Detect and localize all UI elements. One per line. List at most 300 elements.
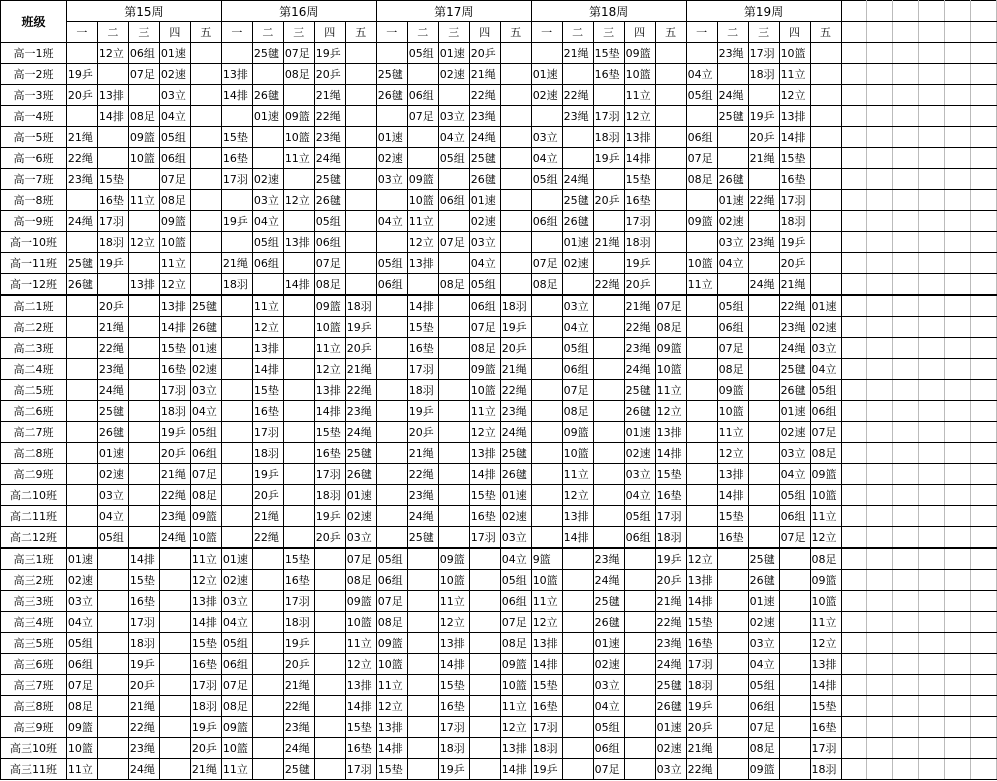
schedule-cell: 15垫: [97, 169, 128, 190]
schedule-cell: [748, 506, 779, 527]
schedule-cell: 22绳: [593, 274, 624, 296]
schedule-cell: 16垫: [686, 633, 717, 654]
day-header: 二: [252, 22, 283, 43]
schedule-cell: 19乒: [655, 548, 686, 570]
schedule-cell: 04立: [221, 612, 252, 633]
day-header: 四: [159, 22, 190, 43]
schedule-cell: [190, 148, 221, 169]
empty-cell: [919, 443, 945, 464]
schedule-cell: 11立: [252, 295, 283, 317]
schedule-cell: 05组: [252, 232, 283, 253]
schedule-cell: [128, 211, 159, 232]
schedule-cell: [717, 612, 748, 633]
schedule-cell: 19乒: [221, 211, 252, 232]
schedule-cell: 24绳: [128, 759, 159, 780]
class-name: 高三7班: [1, 675, 67, 696]
day-header: 四: [779, 22, 810, 43]
schedule-cell: 25毽: [655, 675, 686, 696]
day-header: 一: [686, 22, 717, 43]
class-name: 高一6班: [1, 148, 67, 169]
empty-cell: [945, 127, 971, 148]
schedule-cell: [283, 380, 314, 401]
schedule-cell: 24绳: [345, 422, 376, 443]
schedule-cell: [686, 422, 717, 443]
schedule-cell: 03立: [748, 633, 779, 654]
schedule-cell: [717, 738, 748, 759]
schedule-cell: [655, 43, 686, 64]
schedule-cell: [376, 422, 407, 443]
empty-cell: [867, 401, 893, 422]
class-row: [1, 401, 997, 422]
schedule-cell: [283, 422, 314, 443]
schedule-cell: 06组: [314, 232, 345, 253]
schedule-cell: 24绳: [593, 570, 624, 591]
empty-cell: [970, 148, 996, 169]
schedule-cell: 02速: [345, 506, 376, 527]
week-header: 第19周: [686, 1, 841, 22]
schedule-cell: 20乒: [190, 738, 221, 759]
schedule-cell: 19乒: [97, 253, 128, 274]
schedule-cell: 12立: [128, 232, 159, 253]
schedule-cell: [562, 591, 593, 612]
schedule-cell: 11立: [562, 464, 593, 485]
schedule-cell: 05组: [624, 506, 655, 527]
schedule-cell: 08足: [345, 570, 376, 591]
empty-cell: [893, 527, 919, 549]
schedule-cell: [376, 43, 407, 64]
empty-header-cell: [945, 22, 971, 43]
empty-cell: [970, 85, 996, 106]
empty-cell: [867, 422, 893, 443]
class-name: 高二6班: [1, 401, 67, 422]
schedule-cell: 14排: [469, 464, 500, 485]
schedule-cell: 02速: [593, 654, 624, 675]
class-row: [1, 338, 997, 359]
schedule-cell: 08足: [190, 485, 221, 506]
schedule-cell: [376, 317, 407, 338]
schedule-cell: [748, 527, 779, 549]
empty-cell: [919, 295, 945, 317]
schedule-cell: 11立: [717, 422, 748, 443]
empty-cell: [945, 591, 971, 612]
schedule-cell: [810, 232, 841, 253]
schedule-cell: [97, 675, 128, 696]
schedule-cell: 19乒: [686, 696, 717, 717]
schedule-cell: 04立: [500, 548, 531, 570]
schedule-cell: 14排: [128, 548, 159, 570]
schedule-cell: 12立: [655, 401, 686, 422]
schedule-cell: 06组: [779, 506, 810, 527]
schedule-cell: 26毽: [97, 422, 128, 443]
schedule-cell: 01速: [531, 64, 562, 85]
empty-header-cell: [893, 22, 919, 43]
schedule-cell: 25毽: [779, 359, 810, 380]
schedule-cell: 09篮: [128, 127, 159, 148]
schedule-cell: [717, 675, 748, 696]
schedule-cell: [469, 759, 500, 780]
schedule-cell: 26毽: [469, 169, 500, 190]
schedule-cell: 24绳: [655, 654, 686, 675]
empty-cell: [919, 717, 945, 738]
schedule-cell: 06组: [531, 211, 562, 232]
schedule-cell: 02速: [252, 169, 283, 190]
schedule-cell: [252, 675, 283, 696]
schedule-cell: 05组: [407, 43, 438, 64]
schedule-cell: 25毽: [500, 443, 531, 464]
empty-cell: [893, 633, 919, 654]
schedule-cell: [252, 717, 283, 738]
day-header: 五: [500, 22, 531, 43]
schedule-cell: 15垫: [717, 506, 748, 527]
schedule-cell: [66, 317, 97, 338]
schedule-cell: 15垫: [345, 717, 376, 738]
schedule-cell: 08足: [314, 274, 345, 296]
schedule-cell: 17羽: [624, 211, 655, 232]
schedule-cell: 20乒: [159, 443, 190, 464]
schedule-cell: [686, 401, 717, 422]
empty-cell: [841, 506, 867, 527]
schedule-cell: [562, 148, 593, 169]
schedule-cell: [717, 654, 748, 675]
schedule-cell: [593, 359, 624, 380]
schedule-cell: [500, 127, 531, 148]
schedule-cell: 03立: [159, 85, 190, 106]
schedule-cell: [345, 211, 376, 232]
schedule-cell: 26毽: [376, 85, 407, 106]
schedule-cell: 14排: [159, 317, 190, 338]
schedule-cell: [128, 464, 159, 485]
schedule-cell: [562, 548, 593, 570]
empty-cell: [919, 253, 945, 274]
schedule-cell: [159, 591, 190, 612]
empty-cell: [841, 43, 867, 64]
schedule-cell: 05组: [593, 717, 624, 738]
schedule-cell: [779, 738, 810, 759]
class-name: 高二8班: [1, 443, 67, 464]
schedule-cell: [97, 738, 128, 759]
class-name: 高二5班: [1, 380, 67, 401]
empty-cell: [867, 759, 893, 780]
empty-cell: [945, 422, 971, 443]
schedule-cell: 22绳: [779, 295, 810, 317]
schedule-cell: [190, 211, 221, 232]
schedule-cell: [779, 612, 810, 633]
empty-cell: [919, 633, 945, 654]
empty-cell: [919, 317, 945, 338]
schedule-cell: [66, 527, 97, 549]
schedule-cell: 16垫: [97, 190, 128, 211]
schedule-cell: 24绳: [159, 527, 190, 549]
empty-cell: [893, 485, 919, 506]
schedule-cell: [97, 759, 128, 780]
day-header: 五: [190, 22, 221, 43]
schedule-cell: 11立: [438, 591, 469, 612]
schedule-cell: [779, 696, 810, 717]
schedule-cell: 15垫: [252, 380, 283, 401]
schedule-cell: 07足: [531, 253, 562, 274]
empty-cell: [867, 591, 893, 612]
schedule-cell: 06组: [562, 359, 593, 380]
schedule-cell: [345, 274, 376, 296]
schedule-cell: 17羽: [221, 169, 252, 190]
schedule-cell: 02速: [624, 443, 655, 464]
schedule-cell: [376, 506, 407, 527]
schedule-cell: [128, 338, 159, 359]
empty-cell: [867, 675, 893, 696]
schedule-cell: 20乒: [66, 85, 97, 106]
schedule-cell: [500, 211, 531, 232]
schedule-cell: 04立: [531, 148, 562, 169]
schedule-cell: 24绳: [469, 127, 500, 148]
schedule-cell: [345, 169, 376, 190]
schedule-cell: 22绳: [748, 190, 779, 211]
schedule-cell: 23绳: [128, 738, 159, 759]
class-name: 高二7班: [1, 422, 67, 443]
schedule-cell: 09篮: [66, 717, 97, 738]
schedule-cell: 12立: [810, 633, 841, 654]
schedule-cell: 01速: [717, 190, 748, 211]
empty-cell: [945, 717, 971, 738]
schedule-cell: 10篮: [66, 738, 97, 759]
schedule-cell: 14排: [686, 591, 717, 612]
schedule-cell: 01速: [655, 717, 686, 738]
schedule-cell: 04立: [810, 359, 841, 380]
schedule-cell: [438, 485, 469, 506]
schedule-cell: [190, 169, 221, 190]
schedule-cell: 16垫: [128, 591, 159, 612]
schedule-cell: 16垫: [221, 148, 252, 169]
schedule-cell: 16垫: [345, 738, 376, 759]
schedule-cell: [686, 317, 717, 338]
schedule-cell: 20乒: [624, 274, 655, 296]
schedule-cell: [748, 464, 779, 485]
schedule-cell: 12立: [438, 612, 469, 633]
schedule-cell: [562, 633, 593, 654]
class-name: 高二4班: [1, 359, 67, 380]
schedule-cell: [221, 506, 252, 527]
schedule-cell: [624, 696, 655, 717]
schedule-cell: 06组: [407, 85, 438, 106]
class-row: [1, 443, 997, 464]
schedule-cell: [810, 85, 841, 106]
schedule-cell: 23绳: [345, 401, 376, 422]
schedule-cell: 21绳: [624, 295, 655, 317]
schedule-cell: 05组: [500, 570, 531, 591]
schedule-cell: 24绳: [314, 148, 345, 169]
schedule-cell: 06组: [748, 696, 779, 717]
schedule-cell: 11立: [407, 211, 438, 232]
schedule-cell: [221, 443, 252, 464]
schedule-cell: 11立: [500, 696, 531, 717]
schedule-cell: [221, 401, 252, 422]
schedule-cell: 01速: [438, 43, 469, 64]
schedule-cell: 08足: [159, 190, 190, 211]
class-row: [1, 274, 997, 296]
empty-cell: [970, 696, 996, 717]
schedule-cell: [717, 570, 748, 591]
schedule-cell: [314, 717, 345, 738]
empty-cell: [945, 85, 971, 106]
empty-cell: [893, 85, 919, 106]
schedule-cell: [66, 190, 97, 211]
class-name: 高一11班: [1, 253, 67, 274]
empty-cell: [945, 148, 971, 169]
empty-cell: [841, 106, 867, 127]
schedule-cell: [810, 169, 841, 190]
schedule-cell: [562, 696, 593, 717]
schedule-cell: 13排: [345, 675, 376, 696]
schedule-cell: 17羽: [314, 464, 345, 485]
schedule-cell: 18羽: [438, 738, 469, 759]
schedule-cell: [314, 633, 345, 654]
schedule-cell: [376, 359, 407, 380]
schedule-cell: 19乒: [779, 232, 810, 253]
schedule-cell: 21绳: [252, 506, 283, 527]
schedule-cell: 15垫: [438, 675, 469, 696]
class-row: [1, 148, 997, 169]
schedule-cell: 21绳: [686, 738, 717, 759]
empty-cell: [919, 169, 945, 190]
schedule-cell: [624, 612, 655, 633]
schedule-cell: 06组: [159, 148, 190, 169]
schedule-cell: 25毽: [376, 64, 407, 85]
schedule-cell: 08足: [717, 359, 748, 380]
empty-cell: [841, 738, 867, 759]
schedule-cell: 23绳: [66, 169, 97, 190]
schedule-cell: 14排: [376, 738, 407, 759]
schedule-cell: 10篮: [686, 253, 717, 274]
schedule-cell: [810, 127, 841, 148]
schedule-cell: [314, 675, 345, 696]
schedule-cell: 06组: [376, 274, 407, 296]
schedule-cell: 13排: [655, 422, 686, 443]
schedule-cell: 10篮: [810, 591, 841, 612]
schedule-cell: 11立: [810, 612, 841, 633]
schedule-cell: 07足: [593, 759, 624, 780]
day-header-row: [1, 22, 997, 43]
schedule-cell: 13排: [469, 443, 500, 464]
schedule-cell: 24绳: [66, 211, 97, 232]
empty-cell: [893, 570, 919, 591]
schedule-cell: [624, 717, 655, 738]
schedule-cell: 19乒: [531, 759, 562, 780]
schedule-cell: 19乒: [593, 148, 624, 169]
class-name: 高二10班: [1, 485, 67, 506]
schedule-cell: 26毽: [500, 464, 531, 485]
day-header: 二: [407, 22, 438, 43]
empty-cell: [945, 485, 971, 506]
schedule-cell: [593, 211, 624, 232]
empty-cell: [893, 759, 919, 780]
schedule-cell: 14排: [810, 675, 841, 696]
schedule-cell: 22绳: [314, 106, 345, 127]
schedule-cell: 02速: [376, 148, 407, 169]
schedule-cell: [407, 570, 438, 591]
empty-cell: [893, 148, 919, 169]
schedule-cell: 24绳: [407, 506, 438, 527]
empty-cell: [945, 612, 971, 633]
schedule-cell: 02速: [810, 317, 841, 338]
schedule-cell: [283, 401, 314, 422]
schedule-cell: 13排: [252, 338, 283, 359]
empty-cell: [841, 443, 867, 464]
schedule-cell: 25毽: [748, 548, 779, 570]
empty-cell: [841, 274, 867, 296]
schedule-cell: 23绳: [748, 232, 779, 253]
schedule-cell: [66, 232, 97, 253]
class-row: [1, 591, 997, 612]
schedule-cell: [531, 506, 562, 527]
schedule-cell: 23绳: [283, 717, 314, 738]
empty-cell: [841, 696, 867, 717]
empty-cell: [970, 401, 996, 422]
schedule-cell: 23绳: [562, 106, 593, 127]
schedule-cell: 23绳: [779, 317, 810, 338]
empty-cell: [841, 485, 867, 506]
schedule-cell: 18羽: [593, 127, 624, 148]
schedule-cell: [531, 527, 562, 549]
schedule-cell: 11立: [345, 633, 376, 654]
schedule-cell: 06组: [717, 317, 748, 338]
schedule-cell: 17羽: [748, 43, 779, 64]
schedule-cell: 17羽: [128, 612, 159, 633]
schedule-cell: [469, 548, 500, 570]
schedule-cell: 15垫: [624, 169, 655, 190]
schedule-cell: 17羽: [407, 359, 438, 380]
schedule-cell: 01速: [748, 591, 779, 612]
schedule-cell: [252, 696, 283, 717]
empty-cell: [919, 232, 945, 253]
schedule-cell: [252, 274, 283, 296]
empty-cell: [945, 232, 971, 253]
schedule-cell: 11立: [221, 759, 252, 780]
schedule-cell: 07足: [438, 232, 469, 253]
schedule-cell: 25毽: [345, 443, 376, 464]
schedule-cell: [686, 443, 717, 464]
schedule-cell: 23绳: [97, 359, 128, 380]
empty-cell: [945, 506, 971, 527]
empty-cell: [867, 654, 893, 675]
schedule-cell: 01速: [345, 485, 376, 506]
schedule-cell: 08足: [748, 738, 779, 759]
schedule-cell: [655, 64, 686, 85]
empty-cell: [970, 43, 996, 64]
schedule-cell: [438, 422, 469, 443]
schedule-cell: 15垫: [469, 485, 500, 506]
schedule-cell: 07足: [128, 64, 159, 85]
empty-cell: [919, 106, 945, 127]
schedule-cell: 25毽: [190, 295, 221, 317]
schedule-cell: [66, 401, 97, 422]
schedule-cell: 07足: [469, 317, 500, 338]
schedule-cell: 24绳: [97, 380, 128, 401]
empty-cell: [841, 548, 867, 570]
class-row: [1, 696, 997, 717]
empty-cell: [945, 401, 971, 422]
schedule-cell: 09篮: [500, 654, 531, 675]
schedule-cell: [686, 527, 717, 549]
schedule-cell: [748, 253, 779, 274]
schedule-cell: [97, 696, 128, 717]
schedule-cell: [283, 527, 314, 549]
schedule-cell: 25毽: [66, 253, 97, 274]
schedule-cell: [407, 612, 438, 633]
schedule-cell: 07足: [190, 464, 221, 485]
day-header: 三: [128, 22, 159, 43]
schedule-cell: [748, 422, 779, 443]
class-row: [1, 211, 997, 232]
schedule-cell: [500, 190, 531, 211]
